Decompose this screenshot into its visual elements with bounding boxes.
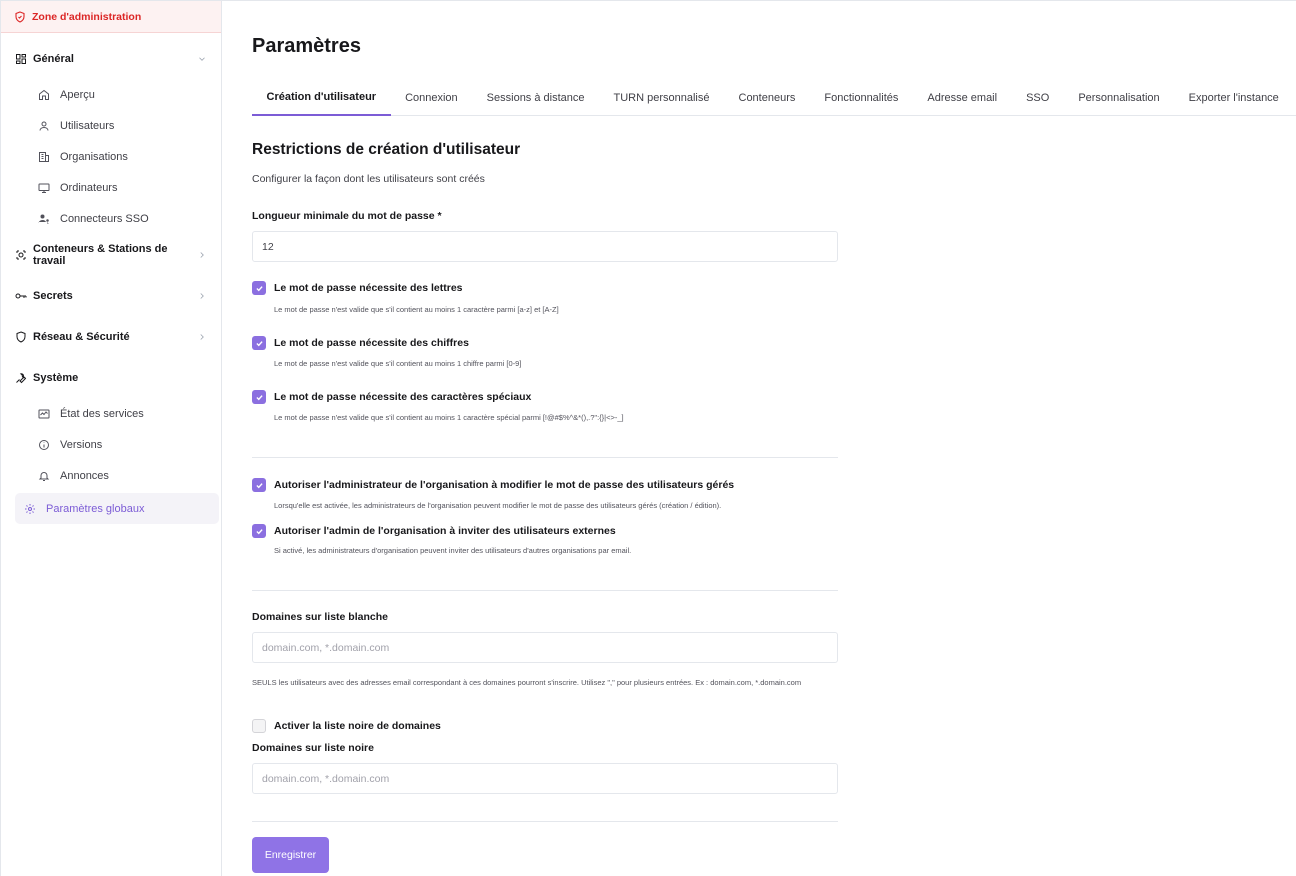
admin-zone-banner [1, 1, 221, 33]
check-letters-row [252, 281, 463, 295]
tab-custom-turn[interactable]: TURN personnalisé [613, 91, 710, 104]
gear-icon [24, 503, 36, 515]
special-chars-checkbox[interactable] [252, 390, 266, 404]
sidebar-item-label: État des services [60, 407, 144, 420]
group-containers-label: Conteneurs & Stations de travail [33, 242, 168, 267]
divider [252, 590, 838, 591]
home-icon [38, 89, 50, 101]
chevron-right-icon [197, 332, 207, 342]
blacklist-enable-checkbox[interactable] [252, 719, 266, 733]
digits-label: Le mot de passe nécessite des chiffres [274, 337, 469, 349]
sidebar-item-overview[interactable] [15, 79, 218, 110]
shield-icon [15, 331, 27, 343]
tab-containers[interactable]: Conteneurs [738, 91, 796, 104]
check-icon [255, 393, 264, 402]
min-length-label: Longueur minimale du mot de passe * [252, 210, 442, 222]
divider [252, 821, 838, 822]
org-admin-invite-checkbox[interactable] [252, 524, 266, 538]
settings-tabs [252, 79, 1296, 116]
activity-icon [38, 408, 50, 420]
bell-icon [38, 470, 50, 482]
shield-alert-icon [14, 11, 26, 23]
whitelist-label: Domaines sur liste blanche [252, 611, 388, 623]
sidebar-item-users[interactable] [15, 110, 218, 141]
org-admin-password-checkbox[interactable] [252, 478, 266, 492]
sidebar-item-label: Utilisateurs [60, 119, 115, 132]
blacklist-label: Domaines sur liste noire [252, 742, 374, 754]
group-system-label: Système [33, 371, 79, 384]
monitor-icon [38, 182, 50, 194]
group-general[interactable] [1, 38, 221, 79]
tab-customization[interactable]: Personnalisation [1078, 91, 1160, 104]
special-chars-help: Le mot de passe n'est valide que s'il contient au moins 1 caractère spécial parmi [!@#$%^&*(),.?":{}|<>-_] [274, 413, 624, 422]
sidebar-item-label: Ordinateurs [60, 181, 118, 194]
tab-remote-sessions[interactable]: Sessions à distance [486, 91, 585, 104]
check-icon [255, 527, 264, 536]
tab-export-instance[interactable]: Exporter l'instance [1188, 91, 1279, 104]
admin-banner-label: Zone d'administration [32, 10, 142, 23]
letters-help: Le mot de passe n'est valide que s'il contient au moins 1 caractère parmi [a-z] et [A-Z] [274, 305, 559, 314]
check-special-row [252, 390, 531, 404]
check-blacklist-row [252, 719, 441, 733]
page-title: Paramètres [252, 35, 361, 57]
check-digits-row [252, 336, 469, 350]
tab-features[interactable]: Fonctionnalités [824, 91, 899, 104]
org-admin-password-label: Autoriser l'administrateur de l'organisation à modifier le mot de passe des utilisateurs gérés [274, 479, 735, 491]
section-title: Restrictions de création d'utilisateur [252, 141, 521, 158]
digits-checkbox[interactable] [252, 336, 266, 350]
check-icon [255, 481, 264, 490]
group-network-security[interactable] [1, 316, 221, 357]
blacklist-enable-label: Activer la liste noire de domaines [274, 720, 441, 732]
container-icon [15, 249, 27, 261]
grid-icon [15, 53, 27, 65]
sidebar-item-announcements[interactable] [15, 460, 218, 491]
chevron-right-icon [197, 291, 207, 301]
building-icon [38, 151, 50, 163]
chevron-down-icon [197, 54, 207, 64]
sidebar-item-global-settings[interactable] [15, 493, 219, 524]
main-content [222, 1, 1296, 876]
sidebar-item-label: Versions [60, 438, 103, 451]
group-network-label: Réseau & Sécurité [33, 330, 130, 343]
check-icon [255, 284, 264, 293]
group-secrets-label: Secrets [33, 289, 73, 302]
tab-sso[interactable]: SSO [1026, 91, 1050, 104]
save-button[interactable]: Enregistrer [252, 837, 329, 873]
check-org-admin-invite-row [252, 524, 616, 538]
org-admin-invite-label: Autoriser l'admin de l'organisation à inviter des utilisateurs externes [274, 525, 616, 537]
special-chars-label: Le mot de passe nécessite des caractères spéciaux [274, 391, 532, 403]
user-key-icon [38, 213, 50, 225]
blacklist-input[interactable] [252, 763, 838, 794]
group-secrets[interactable] [1, 275, 221, 316]
sidebar-item-label: Annonces [60, 469, 109, 482]
whitelist-input[interactable] [252, 632, 838, 663]
sidebar-item-label: Connecteurs SSO [60, 212, 149, 225]
sidebar-item-label: Aperçu [60, 88, 95, 101]
whitelist-help: SEULS les utilisateurs avec des adresses email correspondant à ces domaines pourront s'inscrire. Utilisez "," pour plusieurs entrées. Ex : domain.com, *.domain.com [252, 678, 802, 687]
sidebar-item-label: Organisations [60, 150, 128, 163]
tab-user-creation[interactable]: Création d'utilisateur [252, 79, 391, 116]
info-icon [38, 439, 50, 451]
digits-help: Le mot de passe n'est valide que s'il contient au moins 1 chiffre parmi [0-9] [274, 359, 522, 368]
letters-label: Le mot de passe nécessite des lettres [274, 282, 463, 294]
group-system[interactable] [1, 357, 221, 398]
user-icon [38, 120, 50, 132]
key-icon [15, 290, 27, 302]
org-admin-invite-help: Si activé, les administrateurs d'organisation peuvent inviter des utilisateurs d'autres organisations par email. [274, 546, 632, 555]
divider [252, 457, 838, 458]
wrench-icon [15, 372, 27, 384]
sidebar-item-service-status[interactable] [15, 398, 218, 429]
sidebar-item-organizations[interactable] [15, 141, 218, 172]
sidebar-item-versions[interactable] [15, 429, 218, 460]
group-general-label: Général [33, 52, 74, 65]
min-length-input[interactable] [252, 231, 838, 262]
chevron-right-icon [197, 250, 207, 260]
sidebar-item-computers[interactable] [15, 172, 218, 203]
check-org-admin-pw-row [252, 478, 734, 492]
org-admin-password-help: Lorsqu'elle est activée, les administrateurs de l'organisation peuvent modifier le mot de passe des utilisateurs gérés (création / édition). [274, 501, 722, 510]
group-containers[interactable] [1, 234, 221, 275]
sidebar-nav [1, 33, 221, 524]
letters-checkbox[interactable] [252, 281, 266, 295]
sidebar-item-sso-connectors[interactable] [15, 203, 218, 234]
section-description: Configurer la façon dont les utilisateurs sont créés [252, 173, 485, 185]
tab-email[interactable]: Adresse email [927, 91, 998, 104]
tab-login[interactable]: Connexion [405, 91, 458, 104]
sidebar-item-label: Paramètres globaux [46, 502, 145, 515]
sidebar [0, 1, 222, 876]
check-icon [255, 339, 264, 348]
